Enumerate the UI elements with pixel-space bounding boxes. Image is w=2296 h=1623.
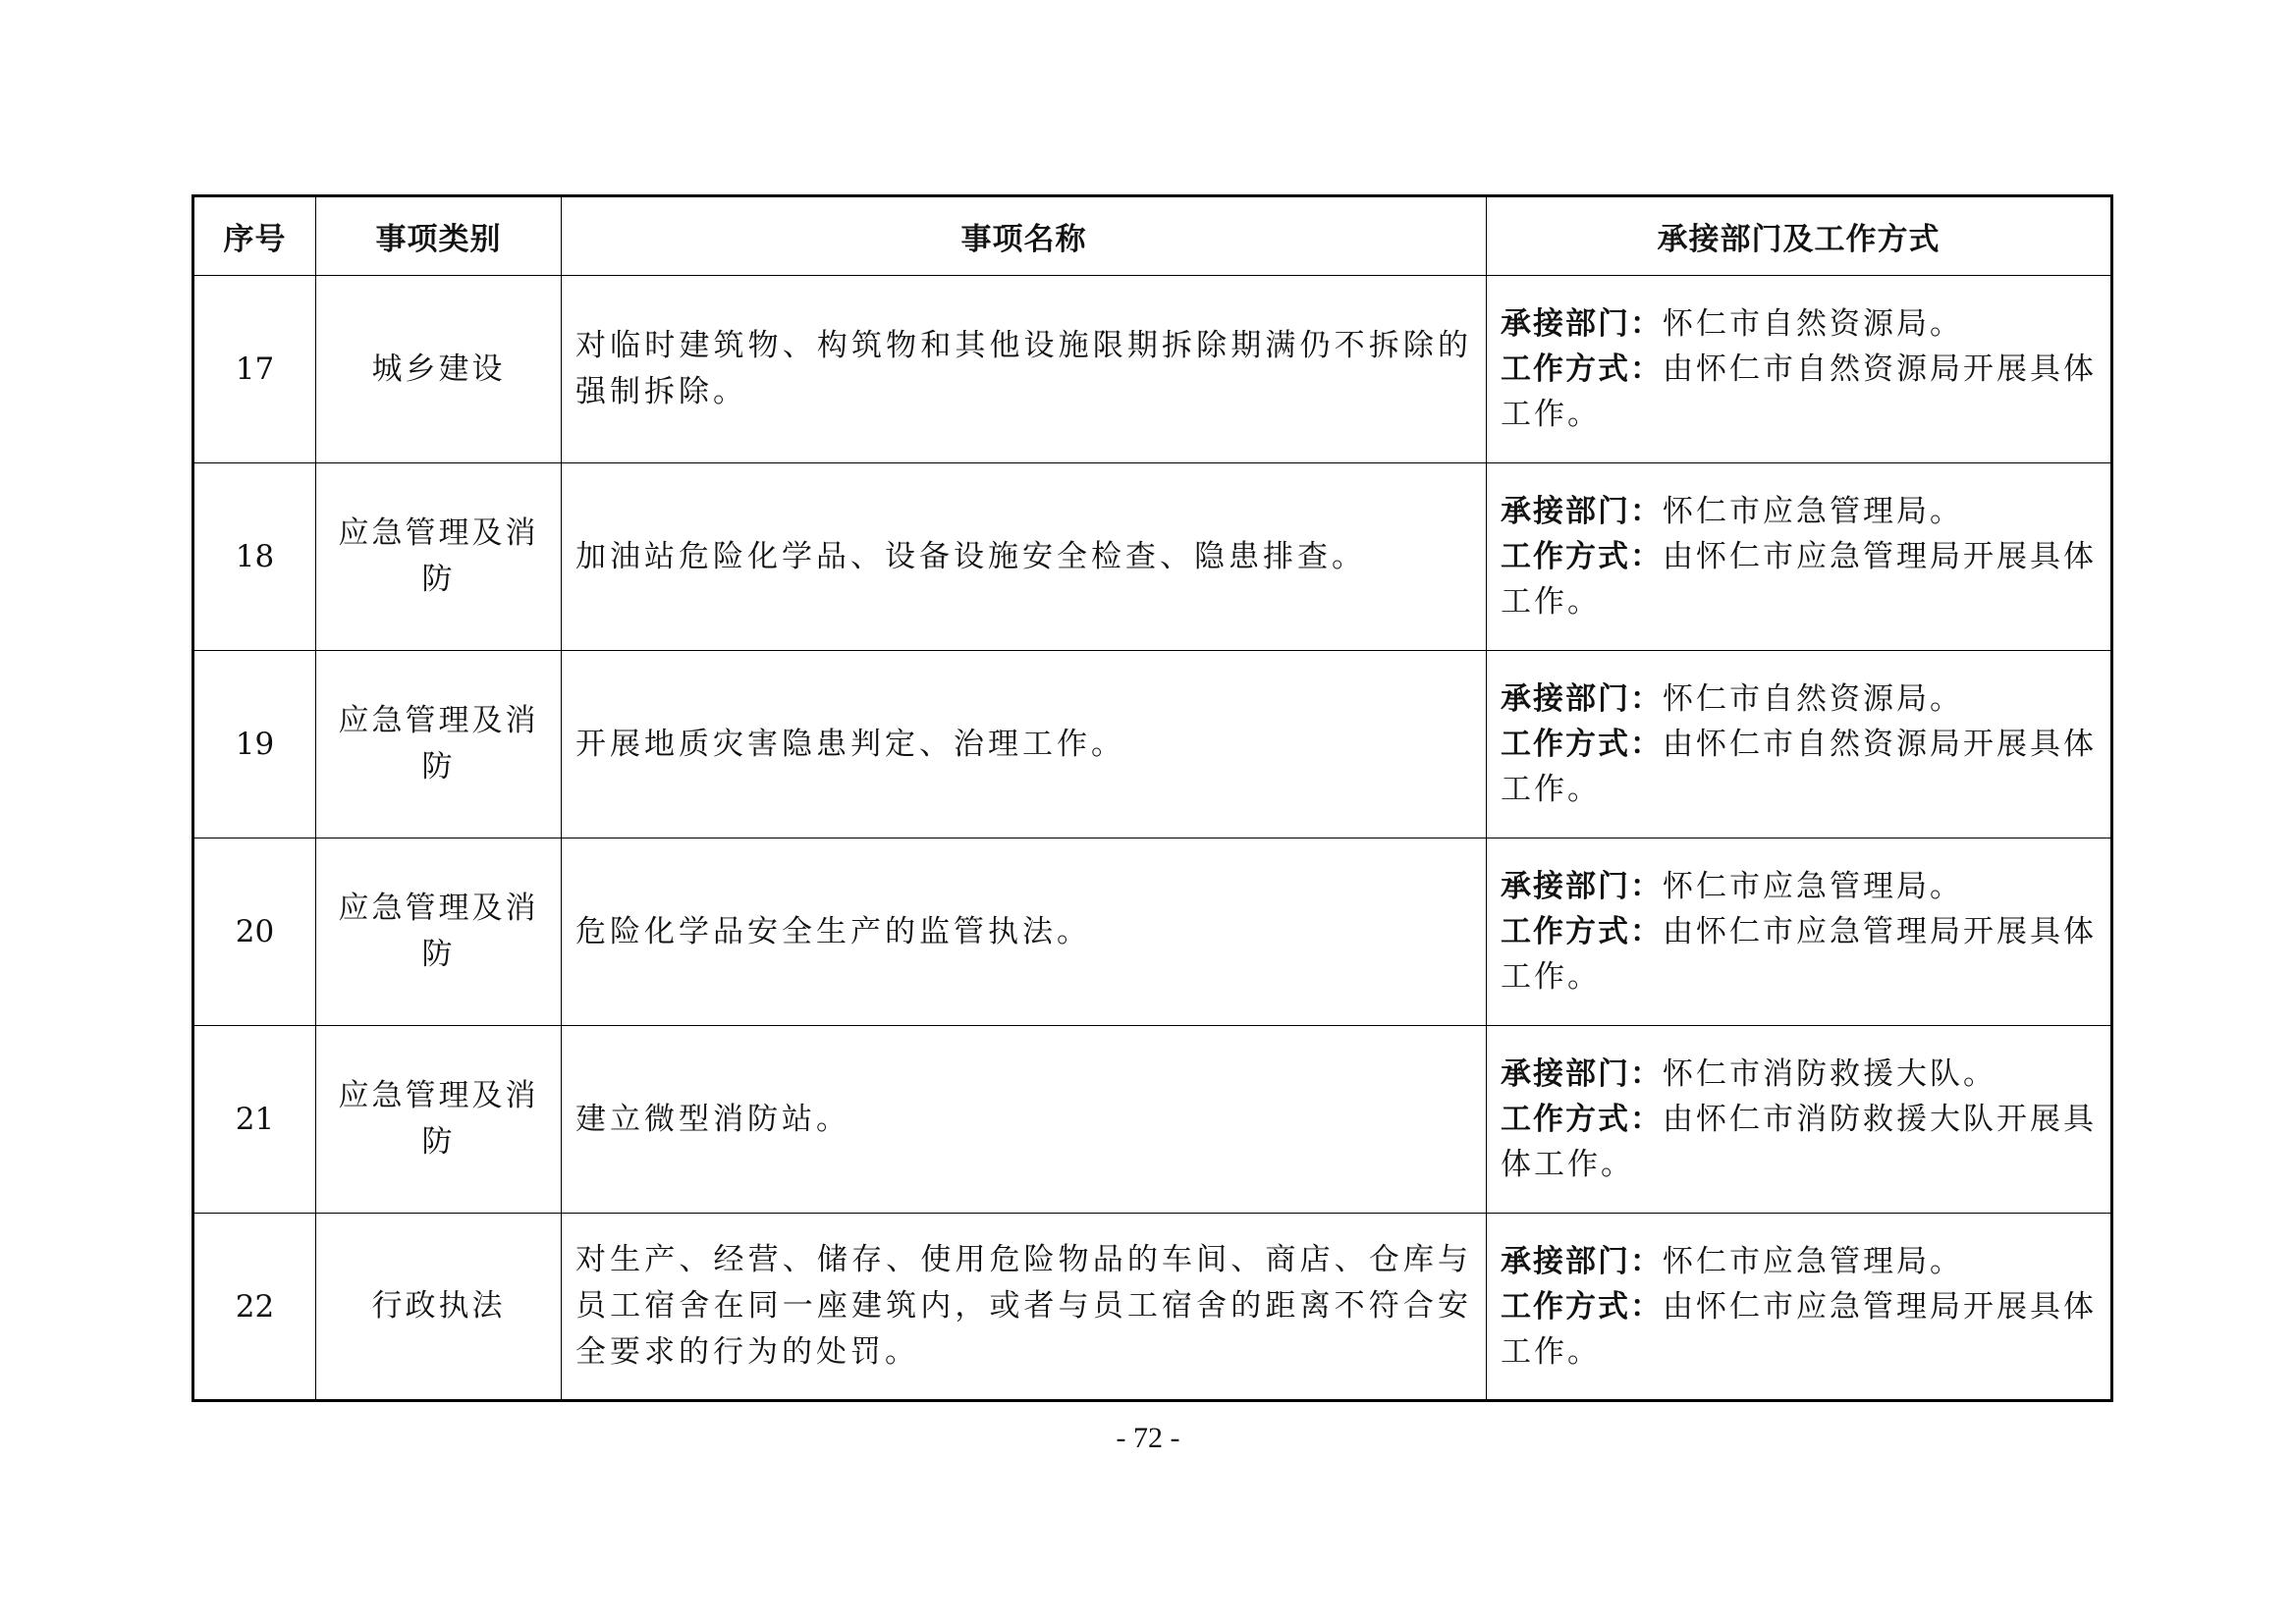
header-name: 事项名称 bbox=[562, 196, 1487, 276]
row-name: 对临时建筑物、构筑物和其他设施限期拆除期满仍不拆除的强制拆除。 bbox=[562, 276, 1487, 463]
method-label: 工作方式： bbox=[1501, 1288, 1663, 1325]
dept-label: 承接部门： bbox=[1501, 1056, 1663, 1092]
row-category: 应急管理及消防 bbox=[316, 463, 562, 651]
row-seq: 18 bbox=[193, 463, 316, 651]
method-value: 由怀仁市应急管理局开展具体工作。 bbox=[1501, 1288, 2097, 1370]
method-label: 工作方式： bbox=[1501, 727, 1663, 762]
table-row bbox=[193, 1026, 2112, 1214]
table-row bbox=[193, 839, 2112, 1026]
row-name: 加油站危险化学品、设备设施安全检查、隐患排查。 bbox=[562, 463, 1487, 651]
row-category: 应急管理及消防 bbox=[316, 839, 562, 1026]
row-seq: 17 bbox=[193, 276, 316, 463]
row-name: 建立微型消防站。 bbox=[562, 1026, 1487, 1214]
dept-value: 怀仁市应急管理局。 bbox=[1663, 1243, 1963, 1279]
dept-label: 承接部门： bbox=[1501, 306, 1663, 342]
dept-value: 怀仁市消防救援大队。 bbox=[1663, 1056, 1996, 1092]
dept-value: 怀仁市应急管理局。 bbox=[1663, 869, 1963, 904]
dept-label: 承接部门： bbox=[1501, 1243, 1663, 1279]
row-dept-method bbox=[1487, 1026, 2112, 1214]
row-dept-method bbox=[1487, 276, 2112, 463]
dept-value: 怀仁市自然资源局。 bbox=[1663, 306, 1963, 342]
table-header-row bbox=[193, 196, 2112, 276]
row-name: 开展地质灾害隐患判定、治理工作。 bbox=[562, 651, 1487, 839]
row-seq: 20 bbox=[193, 839, 316, 1026]
method-value: 由怀仁市自然资源局开展具体工作。 bbox=[1501, 727, 2097, 807]
method-value: 由怀仁市自然资源局开展具体工作。 bbox=[1501, 352, 2097, 432]
row-seq: 19 bbox=[193, 651, 316, 839]
header-seq: 序号 bbox=[193, 196, 316, 276]
row-category: 应急管理及消防 bbox=[316, 651, 562, 839]
table-row bbox=[193, 1214, 2112, 1401]
method-label: 工作方式： bbox=[1501, 914, 1663, 949]
method-label: 工作方式： bbox=[1501, 539, 1663, 574]
row-name: 危险化学品安全生产的监管执法。 bbox=[562, 839, 1487, 1026]
row-name: 对生产、经营、储存、使用危险物品的车间、商店、仓库与员工宿舍在同一座建筑内，或者与员工宿舍的距离不符合安全要求的行为的处罚。 bbox=[562, 1214, 1487, 1401]
table-row bbox=[193, 276, 2112, 463]
row-seq: 21 bbox=[193, 1026, 316, 1214]
row-category: 城乡建设 bbox=[316, 276, 562, 463]
method-label: 工作方式： bbox=[1501, 1102, 1663, 1137]
row-category: 应急管理及消防 bbox=[316, 1026, 562, 1214]
header-dept-method: 承接部门及工作方式 bbox=[1487, 196, 2112, 276]
method-value: 由怀仁市应急管理局开展具体工作。 bbox=[1501, 539, 2097, 620]
dept-value: 怀仁市应急管理局。 bbox=[1663, 494, 1963, 529]
header-category: 事项类别 bbox=[316, 196, 562, 276]
dept-value: 怀仁市自然资源局。 bbox=[1663, 681, 1963, 717]
row-dept-method bbox=[1487, 839, 2112, 1026]
table-row bbox=[193, 463, 2112, 651]
items-table bbox=[191, 194, 2113, 1402]
dept-label: 承接部门： bbox=[1501, 869, 1663, 904]
row-dept-method bbox=[1487, 651, 2112, 839]
dept-label: 承接部门： bbox=[1501, 681, 1663, 717]
page-number: - 72 - bbox=[1116, 1422, 1180, 1454]
row-dept-method bbox=[1487, 463, 2112, 651]
method-value: 由怀仁市应急管理局开展具体工作。 bbox=[1501, 914, 2097, 995]
dept-label: 承接部门： bbox=[1501, 494, 1663, 529]
table-row bbox=[193, 651, 2112, 839]
method-value: 由怀仁市消防救援大队开展具体工作。 bbox=[1501, 1102, 2097, 1182]
row-dept-method bbox=[1487, 1214, 2112, 1401]
method-label: 工作方式： bbox=[1501, 352, 1663, 387]
row-category: 行政执法 bbox=[316, 1214, 562, 1401]
row-seq: 22 bbox=[193, 1214, 316, 1401]
